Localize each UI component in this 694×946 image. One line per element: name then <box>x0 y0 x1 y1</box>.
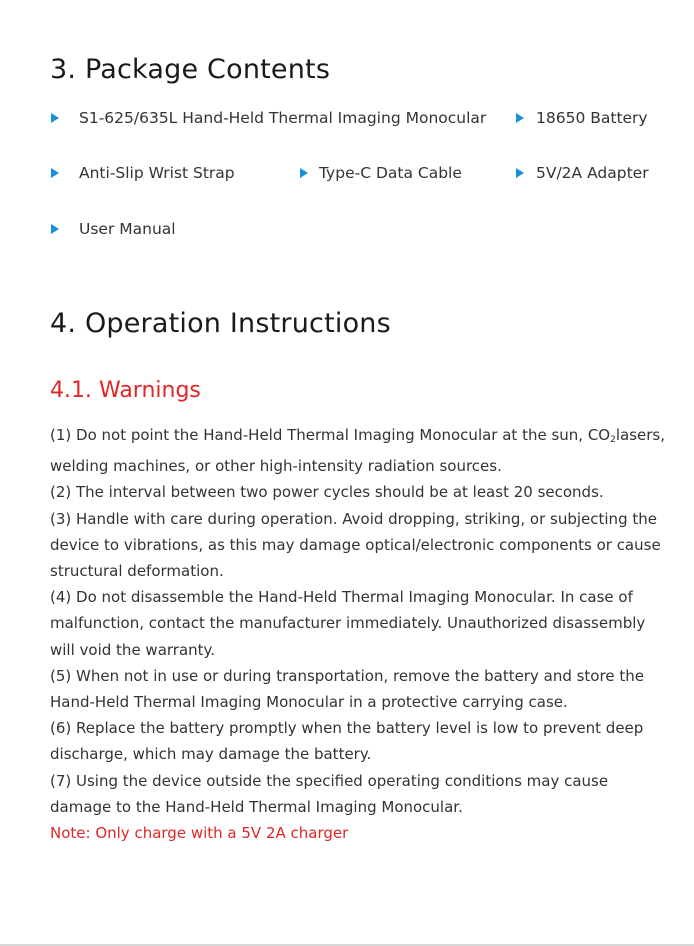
section-title-operation-instructions: 4. Operation Instructions <box>50 308 391 339</box>
package-item: S1-625/635L Hand-Held Thermal Imaging Monocular <box>79 109 487 127</box>
warning-line: (6) Replace the battery promptly when the battery level is low to prevent deep <box>50 719 644 738</box>
warning-line: malfunction, contact the manufacturer immediately. Unauthorized disassembly <box>50 614 646 633</box>
package-item: User Manual <box>79 220 176 238</box>
warning-line: damage to the Hand-Held Thermal Imaging Monocular. <box>50 797 463 816</box>
warning-line: (2) The interval between two power cycles should be at least 20 seconds. <box>50 483 604 502</box>
warning-line: will void the warranty. <box>50 640 216 659</box>
charge-note: Note: Only charge with a 5V 2A charger <box>50 824 349 843</box>
subscript-2: 2 <box>610 435 616 445</box>
warning-line <box>50 422 665 453</box>
warning-line: (5) When not in use or during transportation, remove the battery and store the <box>50 666 644 685</box>
bullet-arrow-icon <box>300 168 308 178</box>
subsection-title-warnings: 4.1. Warnings <box>50 378 201 403</box>
warning-line: discharge, which may damage the battery. <box>50 745 372 764</box>
bullet-arrow-icon <box>516 113 524 123</box>
section-title-package-contents: 3. Package Contents <box>50 54 331 85</box>
warning-line: (7) Using the device outside the specified operating conditions may cause <box>50 771 609 790</box>
warning-line: Hand-Held Thermal Imaging Monocular in a protective carrying case. <box>50 693 568 712</box>
package-item: Anti-Slip Wrist Strap <box>79 164 235 182</box>
warnings-body <box>50 422 665 846</box>
bullet-arrow-icon <box>51 168 59 178</box>
warning-line: (4) Do not disassemble the Hand-Held Thermal Imaging Monocular. In case of <box>50 588 633 607</box>
package-item: Type-C Data Cable <box>319 164 462 182</box>
bullet-arrow-icon <box>516 168 524 178</box>
warning-line: (3) Handle with care during operation. Avoid dropping, striking, or subjecting the <box>50 509 657 528</box>
warning-line-text: (1) Do not point the Hand-Held Thermal Imaging Monocular at the sun, CO <box>50 426 611 444</box>
warning-line: device to vibrations, as this may damage optical/electronic components or cause <box>50 535 661 554</box>
warning-line: structural deformation. <box>50 562 224 581</box>
warning-line-text: lasers, <box>615 426 665 444</box>
bullet-arrow-icon <box>51 224 59 234</box>
bullet-arrow-icon <box>51 113 59 123</box>
package-item: 5V/2A Adapter <box>536 164 649 182</box>
package-item: 18650 Battery <box>536 109 648 127</box>
warning-line: welding machines, or other high-intensity radiation sources. <box>50 457 502 476</box>
